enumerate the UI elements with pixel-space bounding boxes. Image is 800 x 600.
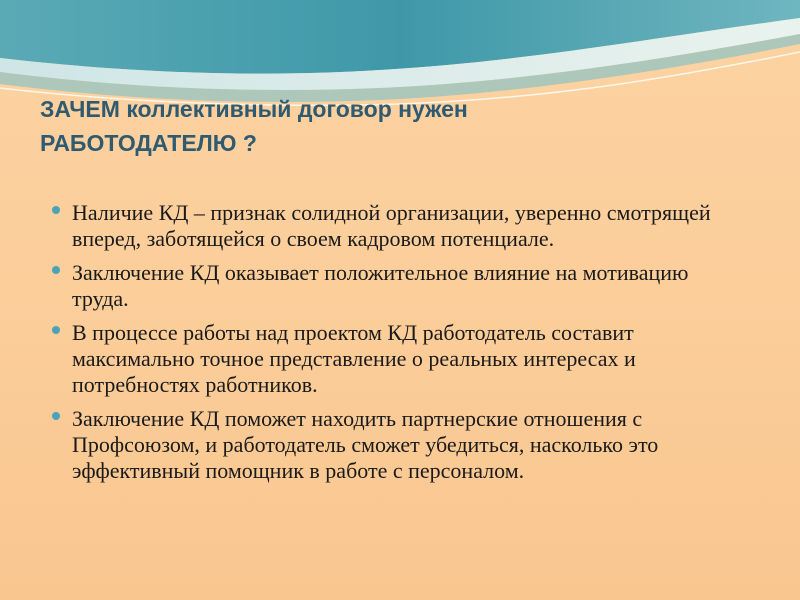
bullet-icon <box>52 206 60 214</box>
list-item <box>40 260 740 312</box>
bullet-text: Заключение КД оказывает положительное влияние на мотивацию труда. <box>72 260 689 311</box>
bullet-list <box>40 200 740 492</box>
bullet-text: В процессе работы над проектом КД работодатель составит максимально точное представление о реальных интересах и потребностях работников. <box>72 320 636 397</box>
bullet-text: Наличие КД – признак солидной организации, уверенно смотрящей вперед, заботящейся о своем кадровом потенциале. <box>72 200 711 251</box>
title-line-1: ЗАЧЕМ коллективный договор нужен <box>40 96 468 122</box>
bullet-icon <box>52 266 60 274</box>
title-line-2: РАБОТОДАТЕЛЮ ? <box>40 130 257 156</box>
page-title <box>40 92 740 160</box>
bullet-text: Заключение КД поможет находить партнерские отношения с Профсоюзом, и работодатель сможет убедиться, насколько это эффективный помощник в работе с персоналом. <box>72 406 659 483</box>
list-item <box>40 406 740 484</box>
bullet-icon <box>52 326 60 334</box>
bullet-icon <box>52 412 60 420</box>
list-item <box>40 200 740 252</box>
list-item <box>40 320 740 398</box>
